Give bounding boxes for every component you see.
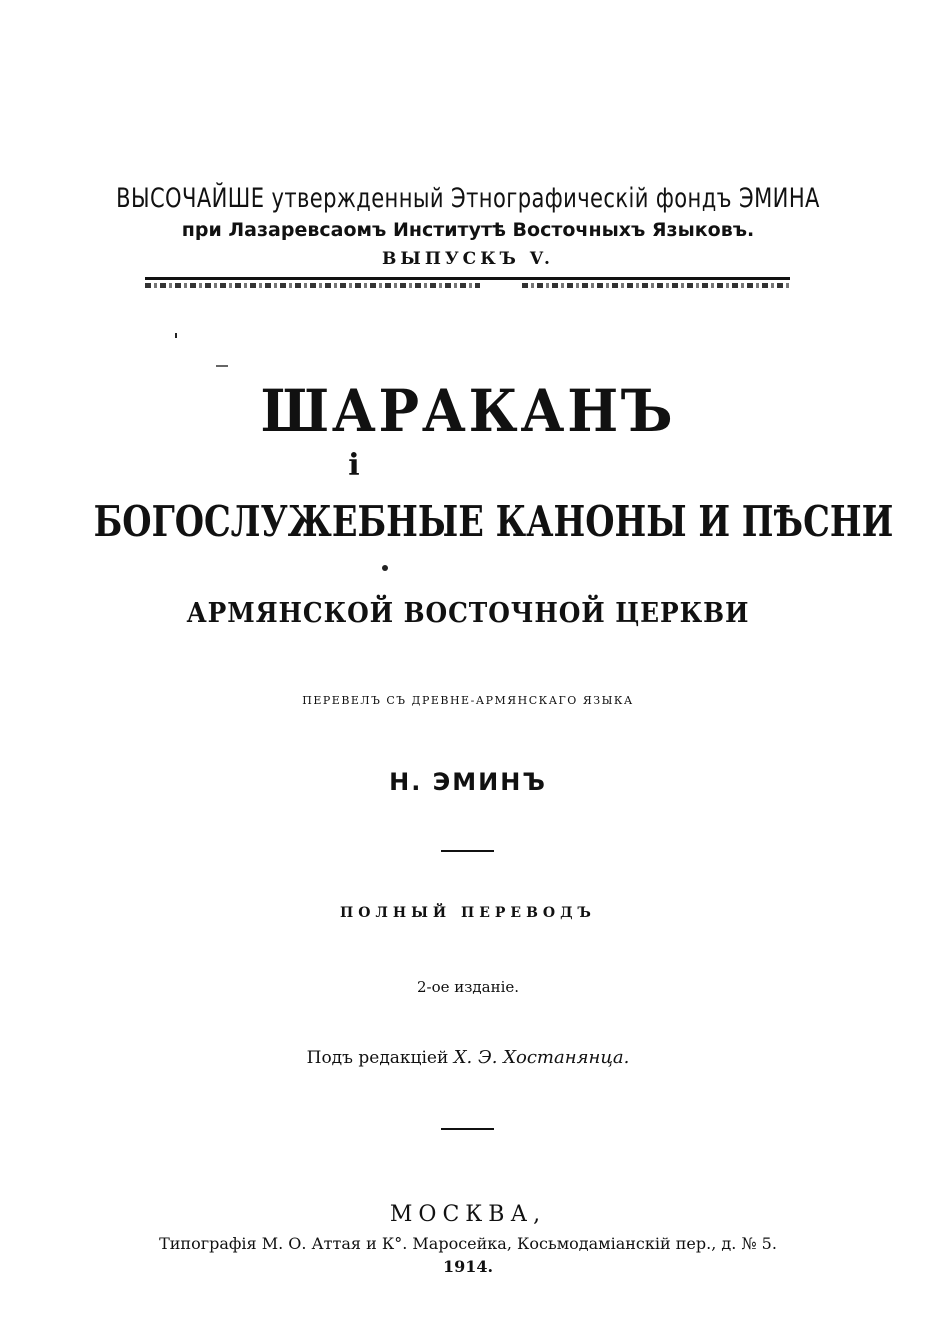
divider-rule xyxy=(441,1128,494,1130)
imprint-city: МОСКВА, xyxy=(389,1202,547,1227)
editor-name: Х. Э. Хостанянца. xyxy=(453,1047,630,1068)
church-line: АРМЯНСКОЙ ВОСТОЧНОЙ ЦЕРКВИ xyxy=(186,598,750,629)
full-translation-line: ПОЛНЫЙ ПЕРЕВОДЪ xyxy=(340,905,596,921)
editor-line xyxy=(0,1047,936,1068)
print-speck xyxy=(382,565,388,571)
author-name: Н. ЭМИНЪ xyxy=(389,768,547,796)
title-conjunction: i xyxy=(348,448,360,483)
divider-rule xyxy=(441,850,494,852)
print-speck xyxy=(175,333,177,338)
imprint-press: Типографiя М. О. Аттая и К°. Маросейка, Косьмодамiанскiй пер., д. № 5. xyxy=(159,1234,777,1253)
edition-line: 2-ое изданiе. xyxy=(416,978,520,996)
translated-from-line: ПЕРЕВЕЛЪ СЪ ДРЕВНЕ-АРМЯНСКАГО ЯЗЫКА xyxy=(302,694,634,707)
header-rule xyxy=(145,277,790,280)
editor-prefix: Подъ редакцiей xyxy=(306,1048,449,1068)
ornament-rule-left xyxy=(145,283,480,288)
imprint-year: 1914. xyxy=(442,1257,494,1276)
ornament-rule-right xyxy=(522,283,790,288)
book-title: ШАРАКАНЪ xyxy=(260,377,676,445)
institute-line: при Лазаревсаомъ Институтѣ Восточныхъ Языковъ. xyxy=(181,219,755,241)
print-speck xyxy=(216,365,228,367)
issue-line: ВЫПУСКЪ V. xyxy=(382,249,554,269)
fund-line: ВЫСОЧАЙШЕ утвержденный Этнографическiй фондъ ЭМИНА xyxy=(116,183,820,214)
book-subtitle: БОГОСЛУЖЕБНЫЕ КАНОНЫ И ПѢСНИ xyxy=(93,497,894,546)
